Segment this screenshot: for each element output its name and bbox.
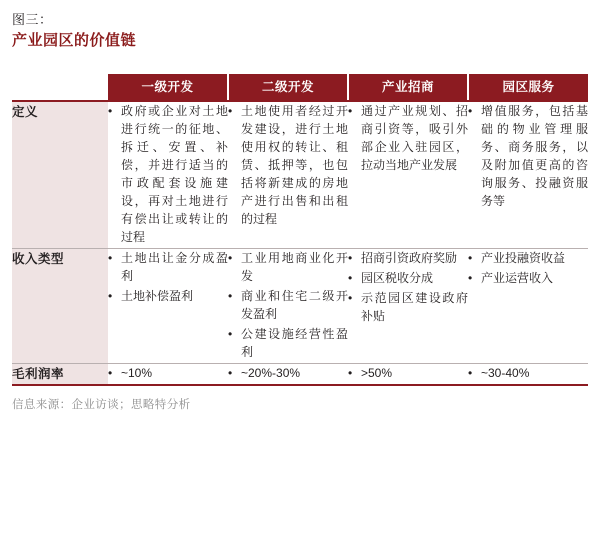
list-item: • 产业运营收入 bbox=[468, 269, 588, 287]
list-item: • 土地使用者经过开发建设，进行土地使用权的转让、租赁、抵押等，也包括将新建成的房地产进行出售和出租的过程 bbox=[228, 102, 348, 228]
list-item: • 商业和住宅二级开发盈利 bbox=[228, 287, 348, 323]
list-item: • 工业用地商业化开发 bbox=[228, 249, 348, 285]
cell-margin-secondary bbox=[228, 364, 348, 385]
list-item: • 公建设施经营性盈利 bbox=[228, 325, 348, 361]
cell-margin-services bbox=[468, 364, 588, 385]
list-item: • 土地补偿盈利 bbox=[108, 287, 228, 305]
list-item: • 示范园区建设政府补贴 bbox=[348, 289, 468, 325]
list-item: • ~10% bbox=[108, 364, 228, 382]
list-item: • 增值服务，包括基础的物业管理服务、商务服务，以及附加值更高的咨询服务、投融资服务等 bbox=[468, 102, 588, 210]
column-header-park-services: 园区服务 bbox=[468, 74, 588, 100]
cell-revenue-secondary bbox=[228, 249, 348, 364]
list-item: • 通过产业规划、招商引资等，吸引外部企业入驻园区，拉动当地产业发展 bbox=[348, 102, 468, 174]
table-row bbox=[12, 249, 588, 364]
cell-definition-services bbox=[468, 102, 588, 249]
value-chain-table bbox=[12, 74, 588, 384]
figure-title: 产业园区的价值链 bbox=[12, 32, 137, 49]
row-label-definition: 定义 bbox=[12, 102, 108, 249]
cell-revenue-services bbox=[468, 249, 588, 364]
list-item: • 招商引资政府奖励 bbox=[348, 249, 468, 267]
column-header-industry-attraction: 产业招商 bbox=[348, 74, 468, 100]
row-label-gross-margin: 毛利润率 bbox=[12, 364, 108, 385]
list-item: • 园区税收分成 bbox=[348, 269, 468, 287]
cell-definition-secondary bbox=[228, 102, 348, 249]
header-corner-blank bbox=[12, 74, 108, 100]
list-item: • ~20%-30% bbox=[228, 364, 348, 382]
table-row bbox=[12, 102, 588, 249]
cell-margin-attraction bbox=[348, 364, 468, 385]
cell-definition-attraction bbox=[348, 102, 468, 249]
list-item: • >50% bbox=[348, 364, 468, 382]
cell-definition-primary bbox=[108, 102, 228, 249]
list-item: • 土地出让金分成盈利 bbox=[108, 249, 228, 285]
column-header-primary-development: 一级开发 bbox=[108, 74, 228, 100]
list-item: • 产业投融资收益 bbox=[468, 249, 588, 267]
source-note: 信息来源：企业访谈；思略特分析 bbox=[12, 399, 191, 411]
figure-label: 图三： bbox=[12, 12, 53, 27]
row-label-revenue-type: 收入类型 bbox=[12, 249, 108, 364]
column-header-secondary-development: 二级开发 bbox=[228, 74, 348, 100]
cell-revenue-primary bbox=[108, 249, 228, 364]
cell-margin-primary bbox=[108, 364, 228, 385]
cell-revenue-attraction bbox=[348, 249, 468, 364]
table-header-row bbox=[12, 74, 588, 100]
table-bottom-rule bbox=[12, 384, 588, 386]
list-item: • 政府或企业对土地进行统一的征地、拆迁、安置、补偿，并进行适当的市政配套设施建设，再对土地进行有偿出让或转让的过程 bbox=[108, 102, 228, 246]
table-row bbox=[12, 364, 588, 385]
list-item: • ~30-40% bbox=[468, 364, 588, 382]
